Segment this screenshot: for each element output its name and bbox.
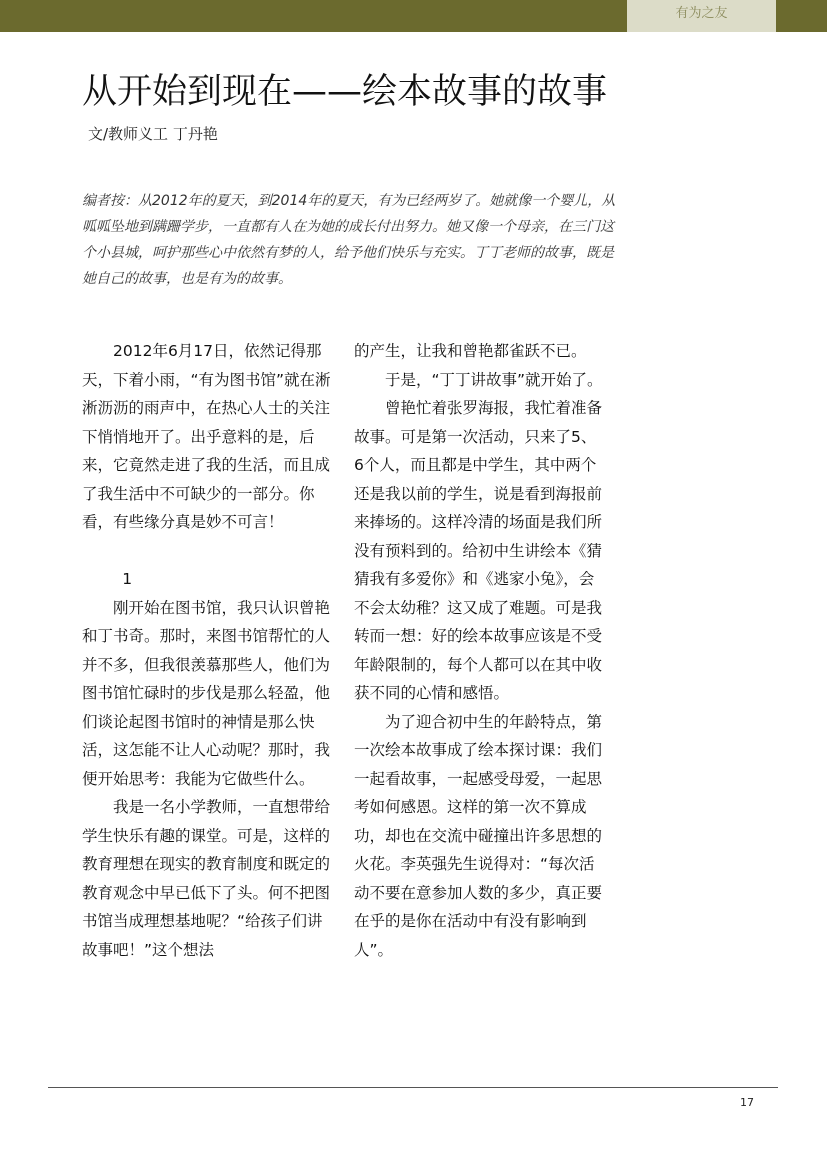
left-column: [82, 337, 336, 964]
paragraph: 于是，“丁丁讲故事”就开始了。: [385, 370, 603, 389]
editor-note: 编者按：从2012年的夏天，到2014年的夏天，有为已经两岁了。她就像一个婴儿，从呱呱坠地到蹒跚学步，一直都有人在为她的成长付出努力。她又像一个母亲，在三门这个小县城，呵护那些心中依然有梦的人，给予他们快乐与充实。丁丁老师的故事，既是她自己的故事，也是有为的故事。: [82, 193, 616, 287]
article-title: 从开始到现在——绘本故事的故事: [82, 72, 608, 112]
section-number: 1: [122, 570, 133, 588]
footer-divider: [48, 1087, 778, 1088]
right-column: [354, 337, 606, 964]
paragraph: 我是一名小学教师，一直想带给学生快乐有趣的课堂。可是，这样的教育理想在现实的教育制度和既定的教育观念中早已低下了头。何不把图书馆当成理想基地呢？“给孩子们讲故事吧！”这个想法: [82, 798, 331, 959]
paragraph: 为了迎合初中生的年龄特点，第一次绘本故事成了绘本探讨课：我们一起看故事，一起感受母爱，一起思考如何感恩。这样的第一次不算成功，却也在交流中碰撞出许多思想的火花。李英强先生说得对：“每次活动不要在意参加人数的多少，真正要在乎的是你在活动中有没有影响到人”。: [354, 712, 603, 959]
paragraph-continuation: 的产生，让我和曾艳都雀跃不已。: [354, 342, 587, 360]
paragraph: 2012年6月17日，依然记得那天，下着小雨，“有为图书馆”就在淅淅沥沥的雨声中，在热心人士的关注下悄悄地开了。出乎意料的是，后来，它竟然走进了我的生活，而且成了我生活中不可缺少的一部分。你看，有些缘分真是妙不可言！: [82, 342, 331, 531]
article-author: 文/教师义工 丁丹艳: [88, 125, 218, 143]
header-bar: [0, 0, 827, 32]
paragraph: 刚开始在图书馆，我只认识曾艳和丁书奇。那时，来图书馆帮忙的人并不多，但我很羡慕那些人，他们为图书馆忙碌时的步伐是那么轻盈，他们谈论起图书馆时的神情是那么快活，这怎能不让人心动呢？那时，我便开始思考：我能为它做些什么。: [82, 598, 331, 788]
page-number: 17: [740, 1096, 754, 1109]
paragraph: 曾艳忙着张罗海报，我忙着准备故事。可是第一次活动，只来了5、6个人，而且都是中学生，其中两个还是我以前的学生，说是看到海报前来捧场的。这样冷清的场面是我们所没有预料到的。给初中生讲绘本《猜猜我有多爱你》和《逃家小兔》，会不会太幼稚？这又成了难题。可是我转而一想：好的绘本故事应该是不受年龄限制的，每个人都可以在其中收获不同的心情和感悟。: [354, 399, 603, 702]
publication-tab: 有为之友: [627, 0, 776, 32]
